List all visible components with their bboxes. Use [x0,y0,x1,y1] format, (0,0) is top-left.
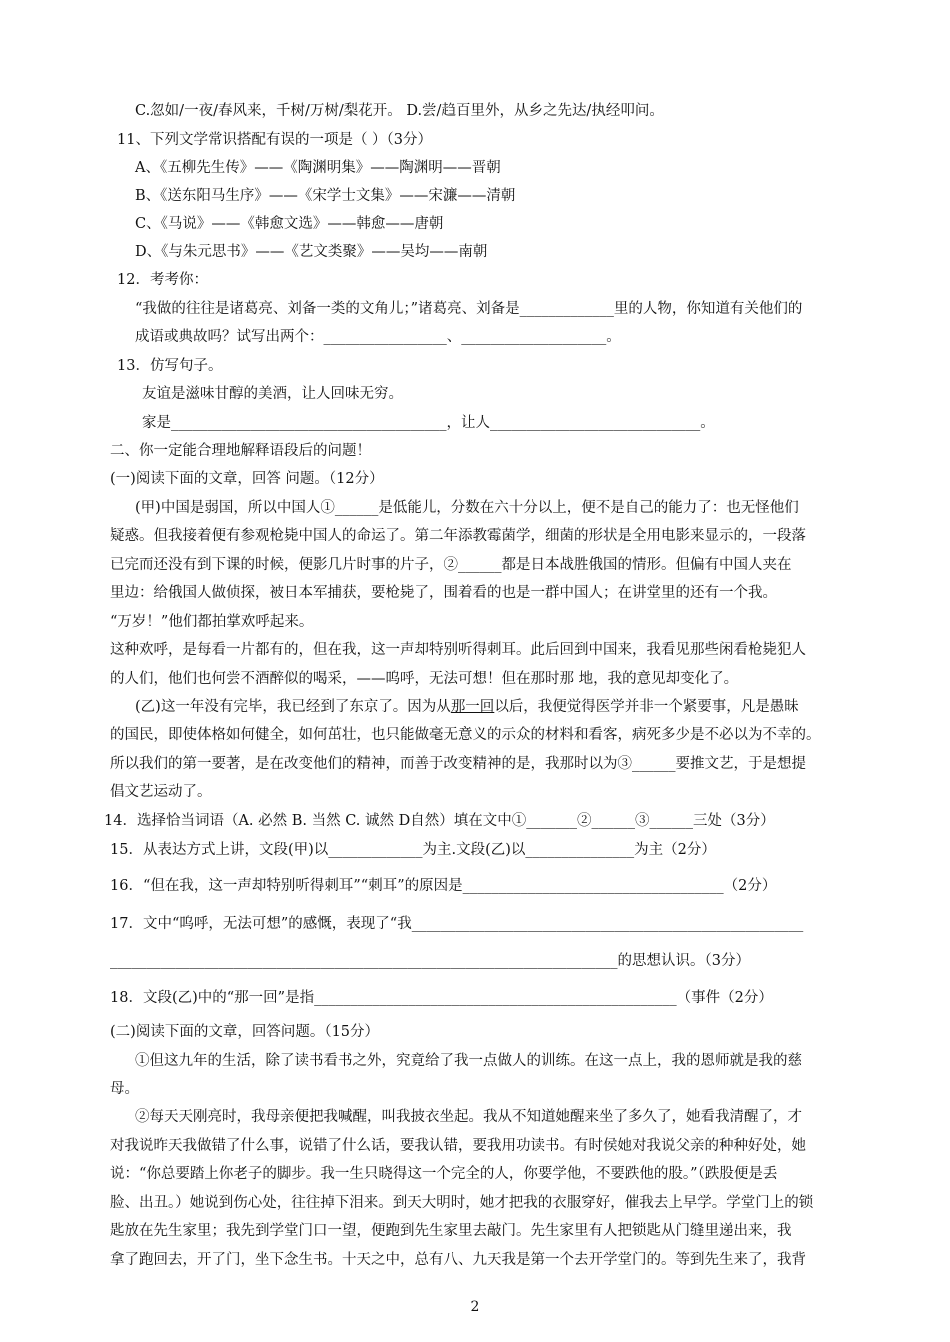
question-13: 13．仿写句子。 [117,358,223,374]
passage-line: 的人们，他们也何尝不酒醉似的喝采，——呜呼，无法可想！但在那时那 地，我的意见却变化了。 [110,671,739,687]
passage-line: 疑惑。但我接着便有参观枪毙中国人的命运了。第二年添教霉菌学，细菌的形状是全用电影来显示的，一段落 [110,528,806,544]
passage-line: 的国民，即使体格如何健全，如何茁壮，也只能做毫无意义的示众的材料和看客，病死多少是不必以为不幸的。 [110,727,821,743]
passage-line: 这种欢呼，是每看一片都有的，但在我，这一声却特别听得刺耳。此后回到中国来，我看见那些闲看枪毙犯人 [110,642,806,658]
option-a: A、《五柳先生传》——《陶渊明集》——陶渊明——晋朝 [135,160,501,176]
passage-line [135,697,799,717]
option-c: C、《马说》——《韩愈文选》——韩愈——唐朝 [135,216,444,232]
passage-line: 匙放在先生家里；我先到学堂门口一望，便跑到先生家里去敲门。先生家里有人把锁匙从门缝里递出来，我 [110,1223,792,1239]
passage-line: 脸、出丑。）她说到伤心处，往往掉下泪来。到天大明时，她才把我的衣服穿好，催我去上早学。学堂门上的锁 [110,1195,814,1211]
question-16: 16．“但在我，这一声却特别听得刺耳”“刺耳”的原因是____________________________________（2分） [110,878,777,894]
passage-line: 母。 [110,1081,139,1097]
passage-text: (乙)这一年没有完毕，我已经到了东京了。因为从 [135,699,451,715]
passage-line: 倡文艺运动了。 [110,784,212,800]
text-line: 友谊是滋味甘醇的美酒，让人回味无穷。 [142,386,403,402]
question-18: 18．文段(乙)中的“那一回”是指__________________________________________________（事件（2分） [110,990,773,1006]
question-17: 17．文中“呜呼，无法可想”的感慨，表现了“我______________________________________________________ [110,916,804,932]
passage-line: 对我说昨天我做错了什么事，说错了什么话，要我认错，要我用功读书。有时侯她对我说父亲的种种好处，她 [110,1138,806,1154]
text-line: C.忽如/一夜/春风来，千树/万树/梨花开。 D.尝/趋百里外，从乡之先达/执经叩问。 [135,103,664,119]
passage-line: ①但这九年的生活，除了读书看书之外，究竟给了我一点做人的训练。在这一点上，我的恩师就是我的慈 [135,1053,802,1069]
question-12: 12．考考你： [117,272,208,288]
page-number: 2 [470,1299,480,1315]
passage-line: ②每天天刚亮时，我母亲便把我喊醒，叫我披衣坐起。我从不知道她醒来坐了多久了，她看我清醒了，才 [135,1109,802,1125]
question-11: 11、下列文学常识搭配有误的一项是（ ）（3分） [117,132,433,148]
text-line: 家是______________________________________，让人_____________________________。 [142,415,715,431]
text-line: “我做的往往是诸葛亮、刘备一类的文角儿；”诸葛亮、刘备是_____________里的人物，你知道有关他们的 [135,301,803,317]
passage-line: 里边：给俄国人做侦探，被日本军捕获，要枪毙了，围着看的也是一群中国人；在讲堂里的还有一个我。 [110,585,777,601]
subsection-heading: (一)阅读下面的文章，回答 问题。（12分） [110,471,384,487]
passage-line: “万岁！”他们都拍掌欢呼起来。 [110,614,314,630]
option-b: B、《送东阳马生序》——《宋学士文集》——宋濂——清朝 [135,188,516,204]
passage-line: 说：“你总要踏上你老子的脚步。我一生只晓得这一个完全的人，你要学他，不要跌他的股。”（跌股便是丢 [110,1166,778,1182]
passage-line: 拿了跑回去，开了门，坐下念生书。十天之中，总有八、九天我是第一个去开学堂门的。等到先生来了，我背 [110,1252,806,1268]
passage-line: 所以我们的第一要著，是在改变他们的精神，而善于改变精神的是，我那时以为③______要推文艺，于是想提 [110,756,806,772]
question-15: 15．从表达方式上讲，文段(甲)以_____________为主.文段(乙)以_______________为主（2分） [110,842,716,858]
underlined-phrase: 那一回 [450,699,495,715]
passage-line: 已完而还没有到下课的时候，便影几片时事的片子，②______都是日本战胜俄国的情形。但偏有中国人夹在 [110,557,792,573]
text-line: ______________________________________________________________________的思想认识。（3分） [110,953,750,969]
subsection-heading: (二)阅读下面的文章，回答问题。（15分） [110,1024,380,1040]
question-14: 14．选择恰当词语（A. 必然 B. 当然 C. 诚然 D自然）填在文中①_______②______③______三处（3分） [104,813,775,829]
passage-text: 以后，我便觉得医学并非一个紧要事，凡是愚昧 [494,699,799,715]
section-heading: 二、你一定能合理地解释语段后的问题！ [110,443,371,459]
option-d: D、《与朱元思书》——《艺文类聚》——吴均——南朝 [135,244,488,260]
text-line: 成语或典故吗？试写出两个：_________________、____________________。 [135,329,621,345]
passage-line: (甲)中国是弱国，所以中国人①______是低能儿，分数在六十分以上，便不是自己的能力了：也无怪他们 [135,500,799,516]
